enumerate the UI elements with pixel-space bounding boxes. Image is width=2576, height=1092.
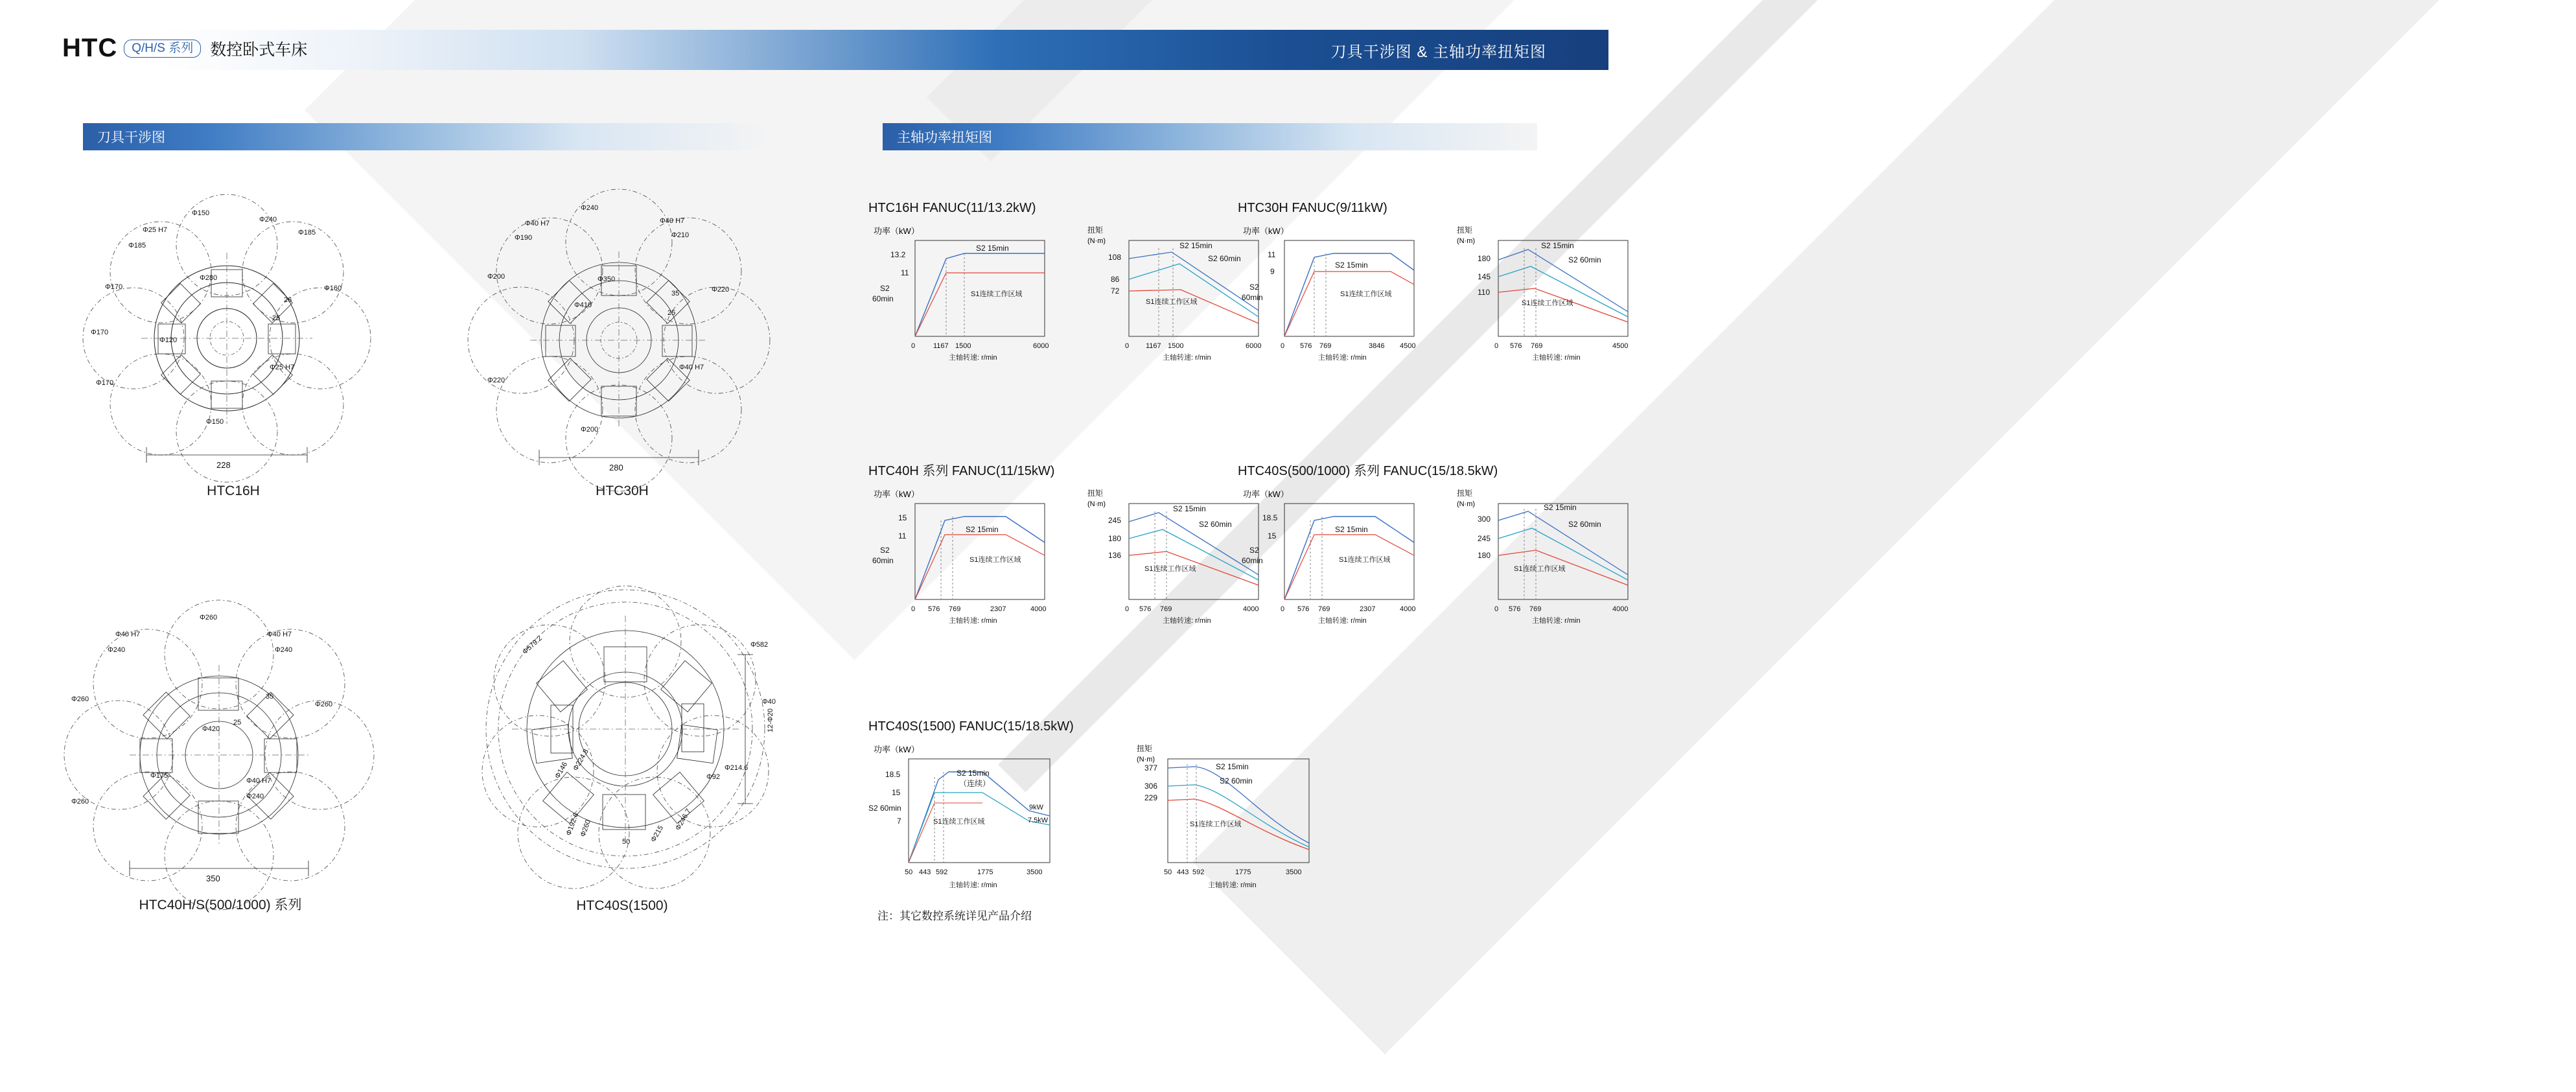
brand-name: HTC xyxy=(62,34,118,62)
ylabel-mid: 15 xyxy=(1268,531,1277,540)
dim-label: Φ120 xyxy=(159,336,178,344)
series-label-s2-60min: S2 60min xyxy=(1208,254,1241,263)
htc40h-power-chart xyxy=(868,483,1063,632)
dim-label: Φ200 xyxy=(487,273,505,281)
series-label-s2-60min: S2 60min xyxy=(1220,776,1253,785)
series-label-s1: S1连续工作区域 xyxy=(1144,565,1196,573)
xtick: 0 xyxy=(1494,605,1499,613)
htc30h-drawing xyxy=(454,175,791,480)
dim-label: Φ150 xyxy=(192,209,210,217)
xtick: 1500 xyxy=(955,342,971,350)
htc40s-power-chart xyxy=(1238,483,1432,632)
dim-label: Φ185 xyxy=(128,242,146,250)
dim-label: Φ175 xyxy=(150,772,168,780)
chart-group-htc40s1500 xyxy=(868,719,1322,923)
ylabel-s2-line1: S2 xyxy=(1249,546,1259,555)
diagram-caption-htc30h: HTC30H xyxy=(596,483,649,498)
dim-label: Φ240 xyxy=(581,204,599,212)
xtick: 4000 xyxy=(1243,605,1259,613)
xtick: 0 xyxy=(911,342,916,350)
xtick: 1167 xyxy=(1146,342,1161,350)
axis-title-torque-unit: (N·m) xyxy=(1137,756,1155,763)
dim-label: 26 xyxy=(284,296,292,304)
series-label-s2-15min: S2 15min xyxy=(1541,241,1574,250)
xtick: 769 xyxy=(949,605,961,613)
xtick: 0 xyxy=(1125,605,1130,613)
xtick: 4000 xyxy=(1612,605,1629,613)
ytick: 245 xyxy=(1108,516,1122,525)
overall-dimension: 350 xyxy=(206,874,220,883)
tool-diagram-htc40s1500 xyxy=(441,577,804,914)
right-label-2: 7.5kW xyxy=(1028,817,1049,824)
xtick: 1500 xyxy=(1168,342,1184,350)
dim-label: Φ260 xyxy=(71,798,89,806)
ytick: 108 xyxy=(1108,253,1122,262)
xtick: 2307 xyxy=(990,605,1006,613)
xtick: 0 xyxy=(1125,342,1130,350)
axis-title-power: 功率（kW） xyxy=(1243,226,1289,236)
dim-label: Φ170 xyxy=(91,329,109,336)
tool-diagram-htc16h xyxy=(65,175,402,499)
htc30h-torque-chart xyxy=(1452,220,1646,369)
dim-label: Φ240 xyxy=(259,216,277,224)
series-label-s1: S1连续工作区域 xyxy=(971,290,1023,298)
xaxis-label: 主轴转速: r/min xyxy=(1163,617,1211,625)
xtick: 592 xyxy=(1192,868,1205,876)
dim-label: Φ240 xyxy=(108,646,126,654)
dim-label: Φ40 H7 xyxy=(660,217,685,225)
axis-title-power: 功率（kW） xyxy=(874,745,920,754)
ytick: 180 xyxy=(1478,254,1491,263)
dim-label: Φ146 xyxy=(553,760,570,780)
xtick: 769 xyxy=(1160,605,1172,613)
footnote: 注：其它数控系统详见产品介绍 xyxy=(877,910,1032,922)
dim-label: Φ420 xyxy=(202,725,220,733)
xtick: 576 xyxy=(928,605,940,613)
series-label-s2-15min: S2 15min xyxy=(957,769,990,778)
section-title-left: 刀具干涉图 xyxy=(97,130,165,145)
xaxis-label: 主轴转速: r/min xyxy=(1532,617,1581,625)
xtick: 6000 xyxy=(1246,342,1262,350)
ylabel-s2-line1: S2 xyxy=(880,284,890,293)
ylabel-mid: 15 xyxy=(892,788,901,797)
ytick: 300 xyxy=(1478,515,1491,524)
series-label-s2-15min-sub: （连续） xyxy=(959,779,991,788)
series-label-s1: S1连续工作区域 xyxy=(969,556,1021,564)
ytick: 306 xyxy=(1144,782,1158,791)
dim-label: Φ92 xyxy=(706,773,721,781)
htc40hs-drawing xyxy=(52,590,389,888)
axis-title-torque: 扭矩 xyxy=(1137,744,1153,753)
chart-title: HTC30H FANUC(9/11kW) xyxy=(1238,201,1387,215)
dim-label: Φ220 xyxy=(487,377,505,384)
dim-label: Φ224.8 xyxy=(572,748,590,773)
chart-title: HTC40S(500/1000) 系列 FANUC(15/18.5kW) xyxy=(1238,464,1498,478)
series-label-s2-15min: S2 15min xyxy=(966,525,999,534)
diagram-caption-htc40s1500: HTC40S(1500) xyxy=(576,898,668,913)
dim-label: Φ25 H7 xyxy=(270,364,295,371)
series-label-s1: S1连续工作区域 xyxy=(933,818,985,826)
axis-title-torque: 扭矩 xyxy=(1457,489,1473,498)
dim-label: 25 xyxy=(233,719,242,726)
xtick: 769 xyxy=(1531,342,1543,350)
series-label-s1: S1连续工作区域 xyxy=(1340,290,1392,298)
xtick: 769 xyxy=(1319,342,1332,350)
xtick: 0 xyxy=(1494,342,1499,350)
series-label-s1: S1连续工作区域 xyxy=(1146,298,1198,306)
series-label-s1: S1连续工作区域 xyxy=(1514,565,1566,573)
dim-label: Φ192.6 xyxy=(564,811,581,837)
dim-label: Φ40 H7 xyxy=(267,631,292,638)
xtick: 0 xyxy=(1281,342,1285,350)
ylabel-top: 11 xyxy=(1268,250,1276,259)
dim-label: Φ280 xyxy=(200,274,218,282)
xtick: 1775 xyxy=(977,868,993,876)
dim-label: Φ160 xyxy=(324,285,342,292)
ylabel-s2-line2: 60min xyxy=(1242,556,1263,565)
xtick: 6000 xyxy=(1033,342,1049,350)
xtick: 4000 xyxy=(1400,605,1416,613)
xtick: 3500 xyxy=(1027,868,1043,876)
dim-label: Φ150 xyxy=(206,418,224,426)
dim-label: Φ210 xyxy=(671,231,690,239)
series-label-s1: S1连续工作区域 xyxy=(1522,299,1573,307)
tool-diagram-htc30h xyxy=(454,175,791,499)
dim-label: Φ350 xyxy=(598,275,616,283)
dim-label: Φ240 xyxy=(246,793,264,800)
chart-title: HTC40H 系列 FANUC(11/15kW) xyxy=(868,464,1055,478)
xtick: 1775 xyxy=(1235,868,1251,876)
series-label-s2-60min: S2 60min xyxy=(1199,520,1232,529)
xtick: 4500 xyxy=(1400,342,1416,350)
dim-label: 25 xyxy=(272,314,281,322)
xtick: 769 xyxy=(1318,605,1330,613)
dim-label: 35 xyxy=(671,290,680,297)
dim-label: Φ215 xyxy=(649,824,666,844)
ylabel-s2-line1: S2 xyxy=(1249,283,1259,292)
xtick: 576 xyxy=(1139,605,1152,613)
dim-label: Φ200 xyxy=(581,426,599,434)
ytick: 86 xyxy=(1111,275,1120,284)
tool-diagram-htc40hs xyxy=(52,590,389,914)
chart-group-htc30h xyxy=(1238,201,1646,369)
dim-label: Φ40 H7 xyxy=(525,220,550,227)
xaxis-label: 主轴转速: r/min xyxy=(1318,354,1367,362)
ylabel-mid: 9 xyxy=(1270,267,1275,276)
right-label-1: 9kW xyxy=(1029,804,1043,811)
ylabel-s2-line2: 60min xyxy=(872,556,894,565)
section-title-right: 主轴功率扭矩图 xyxy=(897,130,992,145)
xaxis-label: 主轴转速: r/min xyxy=(949,354,997,362)
dim-label: Φ410 xyxy=(574,301,592,309)
series-label-s2-15min: S2 15min xyxy=(1544,503,1577,512)
dim-label: Φ185 xyxy=(298,229,316,237)
xtick: 4500 xyxy=(1612,342,1629,350)
dim-label: 35 xyxy=(266,693,274,701)
ylabel-top: 18.5 xyxy=(1262,513,1278,522)
diagram-caption-htc40hs: HTC40H/S(500/1000) 系列 xyxy=(139,898,302,912)
ylabel-mid: 11 xyxy=(901,268,909,277)
xaxis-label: 主轴转速: r/min xyxy=(949,881,997,889)
ylabel-low: 7 xyxy=(897,817,901,826)
htc16h-drawing xyxy=(65,175,402,480)
ytick: 145 xyxy=(1478,272,1491,281)
series-label-s2-15min: S2 15min xyxy=(1335,525,1368,534)
tool-interference-panel xyxy=(39,162,842,985)
series-label-s2-15min: S2 15min xyxy=(1335,261,1368,270)
chart-title: HTC16H FANUC(11/13.2kW) xyxy=(868,201,1036,215)
ytick: 245 xyxy=(1478,534,1491,543)
dim-label: Φ190 xyxy=(515,234,533,242)
dim-label: Φ40 H7 xyxy=(246,777,272,785)
chart-title: HTC40S(1500) FANUC(15/18.5kW) xyxy=(868,719,1074,734)
dim-label: Φ40 H7 xyxy=(115,631,141,638)
xtick: 2307 xyxy=(1360,605,1376,613)
ytick: 229 xyxy=(1144,793,1158,802)
dim-label: Φ40 H7 xyxy=(679,364,704,371)
ylabel-top: 18.5 xyxy=(885,770,901,779)
htc30h-power-chart xyxy=(1238,220,1432,369)
dim-label: Φ260 xyxy=(200,614,218,622)
ytick: 377 xyxy=(1144,763,1158,773)
series-label-s2-15min: S2 15min xyxy=(1173,504,1206,513)
axis-title-torque-unit: (N·m) xyxy=(1457,237,1476,245)
dim-label: Φ240 xyxy=(275,646,293,654)
xtick: 443 xyxy=(919,868,931,876)
xtick: 0 xyxy=(911,605,916,613)
brand-block xyxy=(62,34,307,63)
xtick: 576 xyxy=(1297,605,1310,613)
xtick: 443 xyxy=(1177,868,1189,876)
xtick: 576 xyxy=(1510,342,1522,350)
dim-label: Φ40 xyxy=(762,698,776,706)
series-label-s2-60min: S2 60min xyxy=(1568,520,1601,529)
dim-label: Φ214.6 xyxy=(725,764,748,772)
xaxis-label: 主轴转速: r/min xyxy=(949,617,997,625)
dim-label: Φ260 xyxy=(579,819,593,839)
ylabel-s2-line2: 60min xyxy=(872,294,894,303)
section-header-tool-interference xyxy=(83,123,770,150)
htc40s1500-torque-chart xyxy=(1128,738,1322,900)
ylabel-mid: 11 xyxy=(898,531,907,540)
axis-title-power: 功率（kW） xyxy=(1243,489,1289,499)
htc40s-torque-chart xyxy=(1452,483,1646,632)
series-label-s2-15min: S2 15min xyxy=(1179,241,1213,250)
series-label-s2-60min: S2 60min xyxy=(1568,255,1601,264)
xtick: 50 xyxy=(1164,868,1172,876)
overall-dimension: 228 xyxy=(216,460,231,470)
dim-label: 12-Φ20 xyxy=(767,708,774,732)
brand-subtitle: 数控卧式车床 xyxy=(210,40,308,59)
dim-label: 50 xyxy=(622,838,631,846)
axis-title-torque-unit: (N·m) xyxy=(1087,500,1106,508)
dim-label: Φ25 H7 xyxy=(143,226,168,234)
xtick: 3500 xyxy=(1286,868,1302,876)
series-label-s1: S1连续工作区域 xyxy=(1190,820,1242,828)
dim-label: 25 xyxy=(667,309,676,317)
dim-label: Φ260 xyxy=(71,695,89,703)
xaxis-label: 主轴转速: r/min xyxy=(1208,881,1257,889)
xtick: 592 xyxy=(936,868,948,876)
ytick: 72 xyxy=(1111,286,1120,296)
ylabel-top: 13.2 xyxy=(890,250,906,259)
xtick: 3846 xyxy=(1369,342,1385,350)
xtick: 50 xyxy=(905,868,913,876)
dim-label: Φ170 xyxy=(105,283,123,291)
brand-series-tag: Q/H/S 系列 xyxy=(124,40,201,58)
ytick: 136 xyxy=(1108,551,1122,560)
ylabel-s2: S2 60min xyxy=(868,804,901,813)
axis-title-torque: 扭矩 xyxy=(1087,489,1104,498)
series-label-s1: S1连续工作区域 xyxy=(1339,556,1391,564)
axis-title-power: 功率（kW） xyxy=(874,226,920,236)
ylabel-s2-line1: S2 xyxy=(880,546,890,555)
xaxis-label: 主轴转速: r/min xyxy=(1318,617,1367,625)
dim-label: Φ582 xyxy=(750,641,769,649)
ytick: 180 xyxy=(1478,551,1491,560)
axis-title-torque: 扭矩 xyxy=(1457,226,1473,235)
xaxis-label: 主轴转速: r/min xyxy=(1532,354,1581,362)
ylabel-top: 15 xyxy=(898,513,907,522)
series-label-s2-15min: S2 15min xyxy=(1216,762,1249,771)
xtick: 576 xyxy=(1300,342,1312,350)
dim-label: Φ246.7 xyxy=(674,807,693,832)
series-label-s2-15min: S2 15min xyxy=(976,244,1009,253)
chart-group-htc16h xyxy=(868,201,1277,369)
axis-title-power: 功率（kW） xyxy=(874,489,920,499)
xtick: 4000 xyxy=(1030,605,1047,613)
dim-label: Φ170 xyxy=(96,379,114,387)
axis-title-torque-unit: (N·m) xyxy=(1087,237,1106,245)
xtick: 576 xyxy=(1509,605,1521,613)
htc40s1500-drawing xyxy=(441,577,804,888)
htc40s1500-power-chart xyxy=(868,738,1063,900)
ylabel-s2-line2: 60min xyxy=(1242,293,1263,302)
section-header-power-torque xyxy=(883,123,1537,150)
header-title: 刀具干涉图 & 主轴功率扭矩图 xyxy=(1330,43,1546,61)
htc16h-power-chart xyxy=(868,220,1063,369)
xaxis-label: 主轴转速: r/min xyxy=(1163,354,1211,362)
xtick: 769 xyxy=(1529,605,1542,613)
dim-label: Φ260 xyxy=(315,701,333,708)
diagram-caption-htc16h: HTC16H xyxy=(207,483,260,498)
chart-group-htc40s xyxy=(1238,460,1646,632)
ytick: 180 xyxy=(1108,534,1122,543)
axis-title-torque-unit: (N·m) xyxy=(1457,500,1476,508)
dim-label: Φ220 xyxy=(712,286,730,294)
dim-label: Φ579.2 xyxy=(520,634,544,656)
overall-dimension: 280 xyxy=(609,463,623,472)
xtick: 1167 xyxy=(933,342,949,350)
ytick: 110 xyxy=(1478,288,1491,297)
chart-group-htc40h xyxy=(868,460,1277,632)
axis-title-torque: 扭矩 xyxy=(1087,226,1104,235)
xtick: 0 xyxy=(1281,605,1285,613)
